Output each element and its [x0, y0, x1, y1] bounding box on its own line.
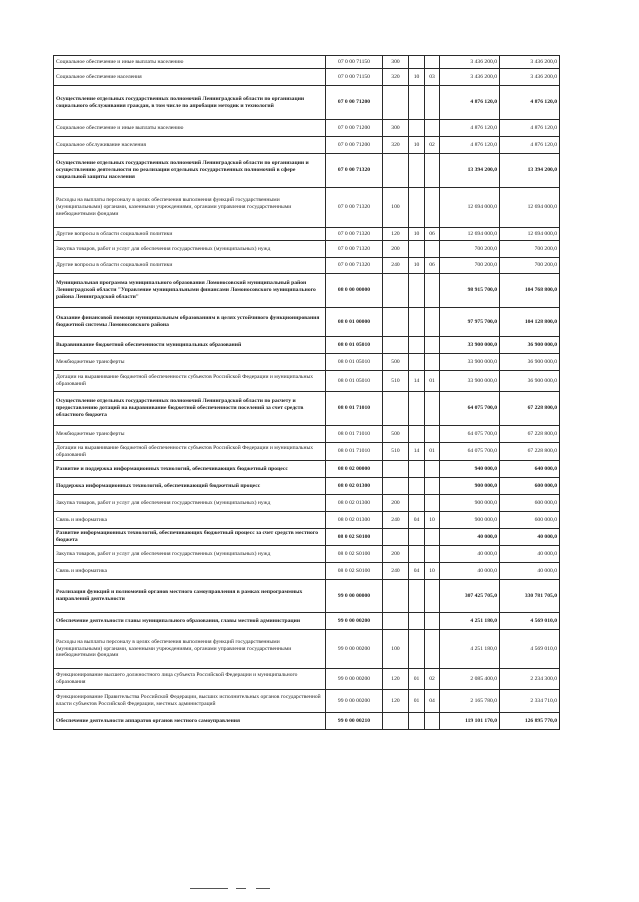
row-name-cell: Закупка товаров, работ и услуг для обеспечения государственных (муниципальных) нужд [54, 241, 326, 258]
amount-year2-cell: 126 895 770,0 [500, 713, 560, 730]
section-cell [409, 120, 425, 137]
table-row [54, 563, 560, 580]
amount-year2-cell: 3 436 200,0 [500, 69, 560, 86]
expense-type-cell: 500 [383, 426, 409, 443]
section-cell: 04 [409, 512, 425, 529]
row-name-cell: Социальное обеспечение и иные выплаты населению [54, 56, 326, 69]
subsection-cell [425, 630, 440, 669]
section-cell [409, 274, 425, 308]
table-row [54, 241, 560, 258]
target-article-code-cell: 08 0 02 01300 [326, 512, 383, 529]
row-name-cell: Поддержка информационных технологий, обеспечивающий бюджетный процесс [54, 478, 326, 495]
section-cell [409, 392, 425, 426]
section-cell [409, 86, 425, 120]
expense-type-cell [383, 337, 409, 354]
table-row [54, 392, 560, 426]
amount-year2-cell: 40 000,0 [500, 563, 560, 580]
expense-type-cell: 240 [383, 512, 409, 529]
expense-type-cell: 240 [383, 563, 409, 580]
table-row [54, 426, 560, 443]
table-row [54, 669, 560, 690]
subsection-cell [425, 354, 440, 371]
amount-year2-cell: 104 768 800,0 [500, 274, 560, 308]
section-cell [409, 546, 425, 563]
section-cell [409, 713, 425, 730]
target-article-code-cell: 08 0 02 01300 [326, 495, 383, 512]
subsection-cell: 03 [425, 69, 440, 86]
section-cell: 10 [409, 228, 425, 241]
amount-year2-cell: 67 228 800,0 [500, 426, 560, 443]
expense-type-cell: 300 [383, 120, 409, 137]
target-article-code-cell: 07 0 00 71320 [326, 154, 383, 188]
expense-type-cell: 120 [383, 228, 409, 241]
amount-year1-cell: 4 876 120,0 [440, 137, 500, 154]
subsection-cell [425, 392, 440, 426]
amount-year1-cell: 3 436 200,0 [440, 56, 500, 69]
expense-type-cell: 200 [383, 241, 409, 258]
row-name-cell: Закупка товаров, работ и услуг для обеспечения государственных (муниципальных) нужд [54, 495, 326, 512]
section-cell [409, 495, 425, 512]
row-name-cell: Межбюджетные трансферты [54, 354, 326, 371]
amount-year1-cell: 940 000,0 [440, 461, 500, 478]
expense-type-cell: 200 [383, 495, 409, 512]
amount-year2-cell: 700 200,0 [500, 258, 560, 274]
expense-type-cell: 510 [383, 443, 409, 461]
target-article-code-cell: 07 0 00 71200 [326, 137, 383, 154]
target-article-code-cell: 08 0 01 05010 [326, 337, 383, 354]
expense-type-cell [383, 86, 409, 120]
amount-year2-cell: 600 000,0 [500, 512, 560, 529]
amount-year1-cell: 33 900 000,0 [440, 354, 500, 371]
row-name-cell: Функционирование Правительства Российской Федерации, высших исполнительных органов государственной власти субъектов Российской Федерации, местных администраций [54, 690, 326, 713]
target-article-code-cell: 07 0 00 71320 [326, 228, 383, 241]
row-name-cell: Закупка товаров, работ и услуг для обеспечения государственных (муниципальных) нужд [54, 546, 326, 563]
section-cell: 01 [409, 690, 425, 713]
subsection-cell [425, 546, 440, 563]
row-name-cell: Осуществление отдельных государственных полномочий Ленинградской области по организации социального обслуживания граждан, в том числе по апробации методик и технологий [54, 86, 326, 120]
section-cell [409, 426, 425, 443]
row-name-cell: Социальное обслуживание населения [54, 137, 326, 154]
expense-type-cell [383, 713, 409, 730]
section-cell [409, 354, 425, 371]
row-name-cell: Выравнивание бюджетной обеспеченности муниципальных образований [54, 337, 326, 354]
subsection-cell [425, 188, 440, 228]
table-row [54, 580, 560, 613]
section-cell [409, 56, 425, 69]
table-row [54, 274, 560, 308]
amount-year1-cell: 900 000,0 [440, 495, 500, 512]
target-article-code-cell: 08 0 01 05010 [326, 354, 383, 371]
expense-type-cell [383, 308, 409, 337]
amount-year2-cell: 40 000,0 [500, 529, 560, 546]
target-article-code-cell: 08 0 02 S0100 [326, 529, 383, 546]
subsection-cell: 10 [425, 512, 440, 529]
subsection-cell [425, 154, 440, 188]
row-name-cell: Межбюджетные трансферты [54, 426, 326, 443]
table-row [54, 137, 560, 154]
amount-year2-cell: 12 694 000,0 [500, 188, 560, 228]
budget-expenditure-table [53, 55, 560, 730]
amount-year1-cell: 2 165 780,0 [440, 690, 500, 713]
subsection-cell [425, 613, 440, 630]
table-row [54, 69, 560, 86]
row-name-cell: Социальное обеспечение населения [54, 69, 326, 86]
amount-year2-cell: 4 569 010,0 [500, 630, 560, 669]
row-name-cell: Оказание финансовой помощи муниципальным образованиям в целях устойчивого функционирования бюджетной системы Ломоносовского района [54, 308, 326, 337]
table-row [54, 120, 560, 137]
table-row [54, 354, 560, 371]
amount-year2-cell: 13 394 200,0 [500, 154, 560, 188]
amount-year2-cell: 700 200,0 [500, 241, 560, 258]
amount-year1-cell: 13 394 200,0 [440, 154, 500, 188]
target-article-code-cell: 07 0 00 71320 [326, 258, 383, 274]
amount-year1-cell: 900 000,0 [440, 478, 500, 495]
subsection-cell: 04 [425, 690, 440, 713]
amount-year1-cell: 2 085 400,0 [440, 669, 500, 690]
amount-year1-cell: 33 900 000,0 [440, 371, 500, 392]
row-name-cell: Развитие информационных технологий, обеспечивающих бюджетный процесс за счет средств местного бюджета [54, 529, 326, 546]
section-cell: 01 [409, 669, 425, 690]
amount-year2-cell: 12 694 000,0 [500, 228, 560, 241]
section-cell [409, 154, 425, 188]
amount-year2-cell: 67 228 800,0 [500, 443, 560, 461]
subsection-cell [425, 56, 440, 69]
amount-year1-cell: 64 075 700,0 [440, 443, 500, 461]
target-article-code-cell: 08 0 01 71010 [326, 392, 383, 426]
section-cell [409, 308, 425, 337]
expense-type-cell: 100 [383, 630, 409, 669]
section-cell [409, 188, 425, 228]
subsection-cell [425, 495, 440, 512]
amount-year2-cell: 36 900 000,0 [500, 337, 560, 354]
target-article-code-cell: 07 0 00 71320 [326, 241, 383, 258]
amount-year1-cell: 900 000,0 [440, 512, 500, 529]
amount-year1-cell: 12 694 000,0 [440, 188, 500, 228]
amount-year2-cell: 330 781 705,0 [500, 580, 560, 613]
subsection-cell [425, 274, 440, 308]
row-name-cell: Осуществление отдельных государственных полномочий Ленинградской области по расчету и предоставлению дотаций на выравнивание бюджетной обеспеченности поселений за счет средств областного бюджета [54, 392, 326, 426]
row-name-cell: Функционирование высшего должностного лица субъекта Российской Федерации и муниципального образования [54, 669, 326, 690]
amount-year1-cell: 97 975 700,0 [440, 308, 500, 337]
section-cell: 14 [409, 371, 425, 392]
target-article-code-cell: 08 0 02 S0100 [326, 563, 383, 580]
target-article-code-cell: 08 0 01 71010 [326, 443, 383, 461]
target-article-code-cell: 99 0 00 00000 [326, 580, 383, 613]
amount-year2-cell: 4 569 010,0 [500, 613, 560, 630]
table-row [54, 495, 560, 512]
section-cell [409, 529, 425, 546]
section-cell [409, 478, 425, 495]
target-article-code-cell: 08 0 00 00000 [326, 274, 383, 308]
subsection-cell [425, 478, 440, 495]
target-article-code-cell: 08 0 01 00000 [326, 308, 383, 337]
row-name-cell: Расходы на выплаты персоналу в целях обеспечения выполнения функций государственными (муниципальными) органами, казенными учреждениями, органами управления государственными внебюджетными фондами [54, 630, 326, 669]
expense-type-cell: 300 [383, 56, 409, 69]
table-row [54, 188, 560, 228]
expense-type-cell: 510 [383, 371, 409, 392]
amount-year1-cell: 4 251 180,0 [440, 630, 500, 669]
target-article-code-cell: 99 0 00 00200 [326, 630, 383, 669]
row-name-cell: Обеспечение деятельности аппаратов органов местного самоуправления [54, 713, 326, 730]
amount-year2-cell: 36 900 000,0 [500, 354, 560, 371]
amount-year1-cell: 4 251 180,0 [440, 613, 500, 630]
subsection-cell [425, 713, 440, 730]
amount-year1-cell: 700 200,0 [440, 258, 500, 274]
table-row [54, 713, 560, 730]
table-row [54, 371, 560, 392]
target-article-code-cell: 07 0 00 71150 [326, 69, 383, 86]
row-name-cell: Реализация функций и полномочий органов местного самоуправления в рамках непрограммных направлений деятельности [54, 580, 326, 613]
amount-year1-cell: 64 075 700,0 [440, 392, 500, 426]
table-row [54, 690, 560, 713]
amount-year1-cell: 700 200,0 [440, 241, 500, 258]
expense-type-cell [383, 613, 409, 630]
amount-year1-cell: 64 075 700,0 [440, 426, 500, 443]
target-article-code-cell: 99 0 00 00200 [326, 613, 383, 630]
expense-type-cell: 240 [383, 258, 409, 274]
subsection-cell: 01 [425, 443, 440, 461]
subsection-cell: 01 [425, 371, 440, 392]
section-cell: 04 [409, 563, 425, 580]
row-name-cell: Осуществление отдельных государственных полномочий Ленинградской области по организации и осуществлению деятельности по реализации отдельных государственных полномочий в сфере социальной защиты населения [54, 154, 326, 188]
section-cell: 10 [409, 137, 425, 154]
target-article-code-cell: 99 0 00 00200 [326, 669, 383, 690]
row-name-cell: Связь и информатика [54, 512, 326, 529]
amount-year1-cell: 119 101 170,0 [440, 713, 500, 730]
expense-type-cell [383, 580, 409, 613]
subsection-cell: 10 [425, 563, 440, 580]
expense-type-cell: 320 [383, 137, 409, 154]
target-article-code-cell: 07 0 00 71200 [326, 86, 383, 120]
expense-type-cell: 120 [383, 690, 409, 713]
table-body [54, 56, 560, 730]
row-name-cell: Муниципальная программа муниципального образования Ломоносовский муниципальный район Ленинградской области "Управление муниципальными финансами Ломоносовского муниципального района Ленинградской области" [54, 274, 326, 308]
target-article-code-cell: 07 0 00 71320 [326, 188, 383, 228]
subsection-cell [425, 529, 440, 546]
amount-year2-cell: 2 234 300,0 [500, 669, 560, 690]
amount-year1-cell: 33 900 000,0 [440, 337, 500, 354]
row-name-cell: Другие вопросы в области социальной политики [54, 258, 326, 274]
row-name-cell: Дотации на выравнивание бюджетной обеспеченности субъектов Российской Федерации и муниципальных образований [54, 371, 326, 392]
section-cell [409, 613, 425, 630]
expense-type-cell [383, 154, 409, 188]
section-cell [409, 580, 425, 613]
expense-type-cell: 100 [383, 188, 409, 228]
table-row [54, 228, 560, 241]
amount-year1-cell: 40 000,0 [440, 546, 500, 563]
section-cell: 10 [409, 69, 425, 86]
target-article-code-cell: 08 0 02 00000 [326, 461, 383, 478]
target-article-code-cell: 07 0 00 71150 [326, 56, 383, 69]
amount-year2-cell: 600 000,0 [500, 478, 560, 495]
amount-year2-cell: 4 876 120,0 [500, 137, 560, 154]
expense-type-cell: 320 [383, 69, 409, 86]
amount-year1-cell: 3 436 200,0 [440, 69, 500, 86]
target-article-code-cell: 08 0 02 S0100 [326, 546, 383, 563]
expense-type-cell [383, 392, 409, 426]
amount-year1-cell: 40 000,0 [440, 529, 500, 546]
row-name-cell: Развитие и поддержка информационных технологий, обеспечивающих бюджетный процесс [54, 461, 326, 478]
table-row [54, 512, 560, 529]
subsection-cell [425, 241, 440, 258]
table-row [54, 461, 560, 478]
table-row [54, 86, 560, 120]
table-row [54, 613, 560, 630]
expense-type-cell: 120 [383, 669, 409, 690]
expense-type-cell: 500 [383, 354, 409, 371]
target-article-code-cell: 99 0 00 00210 [326, 713, 383, 730]
amount-year2-cell: 4 876 120,0 [500, 86, 560, 120]
target-article-code-cell: 08 0 01 05010 [326, 371, 383, 392]
amount-year2-cell: 2 334 710,0 [500, 690, 560, 713]
expense-type-cell [383, 461, 409, 478]
subsection-cell [425, 461, 440, 478]
target-article-code-cell: 08 0 02 01300 [326, 478, 383, 495]
expense-type-cell [383, 529, 409, 546]
row-name-cell: Обеспечение деятельности главы муниципального образования, главы местной администрации [54, 613, 326, 630]
table-row [54, 443, 560, 461]
expense-type-cell [383, 478, 409, 495]
section-cell: 14 [409, 443, 425, 461]
target-article-code-cell: 07 0 00 71200 [326, 120, 383, 137]
amount-year1-cell: 4 876 120,0 [440, 86, 500, 120]
amount-year2-cell: 67 228 800,0 [500, 392, 560, 426]
amount-year2-cell: 640 000,0 [500, 461, 560, 478]
amount-year2-cell: 40 000,0 [500, 546, 560, 563]
section-cell [409, 630, 425, 669]
table-row [54, 546, 560, 563]
subsection-cell: 06 [425, 228, 440, 241]
amount-year1-cell: 4 876 120,0 [440, 120, 500, 137]
section-cell: 10 [409, 258, 425, 274]
subsection-cell [425, 120, 440, 137]
amount-year2-cell: 3 436 200,0 [500, 56, 560, 69]
amount-year1-cell: 98 915 700,0 [440, 274, 500, 308]
amount-year1-cell: 12 694 000,0 [440, 228, 500, 241]
table-row [54, 529, 560, 546]
subsection-cell: 02 [425, 669, 440, 690]
subsection-cell [425, 86, 440, 120]
table-row [54, 308, 560, 337]
amount-year1-cell: 307 425 705,0 [440, 580, 500, 613]
subsection-cell: 02 [425, 137, 440, 154]
amount-year2-cell: 104 128 800,0 [500, 308, 560, 337]
expense-type-cell: 200 [383, 546, 409, 563]
subsection-cell [425, 308, 440, 337]
section-cell [409, 337, 425, 354]
table-row [54, 630, 560, 669]
page-footer-marks [190, 888, 280, 890]
subsection-cell [425, 337, 440, 354]
table-row [54, 478, 560, 495]
row-name-cell: Связь и информатика [54, 563, 326, 580]
row-name-cell: Расходы на выплаты персоналу в целях обеспечения выполнения функций государственными (муниципальными) органами, казенными учреждениями, органами управления государственными внебюджетными фондами [54, 188, 326, 228]
row-name-cell: Социальное обеспечение и иные выплаты населению [54, 120, 326, 137]
table-row [54, 337, 560, 354]
amount-year2-cell: 600 000,0 [500, 495, 560, 512]
row-name-cell: Другие вопросы в области социальной политики [54, 228, 326, 241]
target-article-code-cell: 99 0 00 00200 [326, 690, 383, 713]
subsection-cell: 06 [425, 258, 440, 274]
subsection-cell [425, 426, 440, 443]
target-article-code-cell: 08 0 01 71010 [326, 426, 383, 443]
table-row [54, 56, 560, 69]
expense-type-cell [383, 274, 409, 308]
amount-year2-cell: 4 876 120,0 [500, 120, 560, 137]
amount-year2-cell: 36 900 000,0 [500, 371, 560, 392]
section-cell [409, 461, 425, 478]
section-cell [409, 241, 425, 258]
table-row [54, 154, 560, 188]
table-row [54, 258, 560, 274]
amount-year1-cell: 40 000,0 [440, 563, 500, 580]
subsection-cell [425, 580, 440, 613]
row-name-cell: Дотации на выравнивание бюджетной обеспеченности субъектов Российской Федерации и муниципальных образований [54, 443, 326, 461]
